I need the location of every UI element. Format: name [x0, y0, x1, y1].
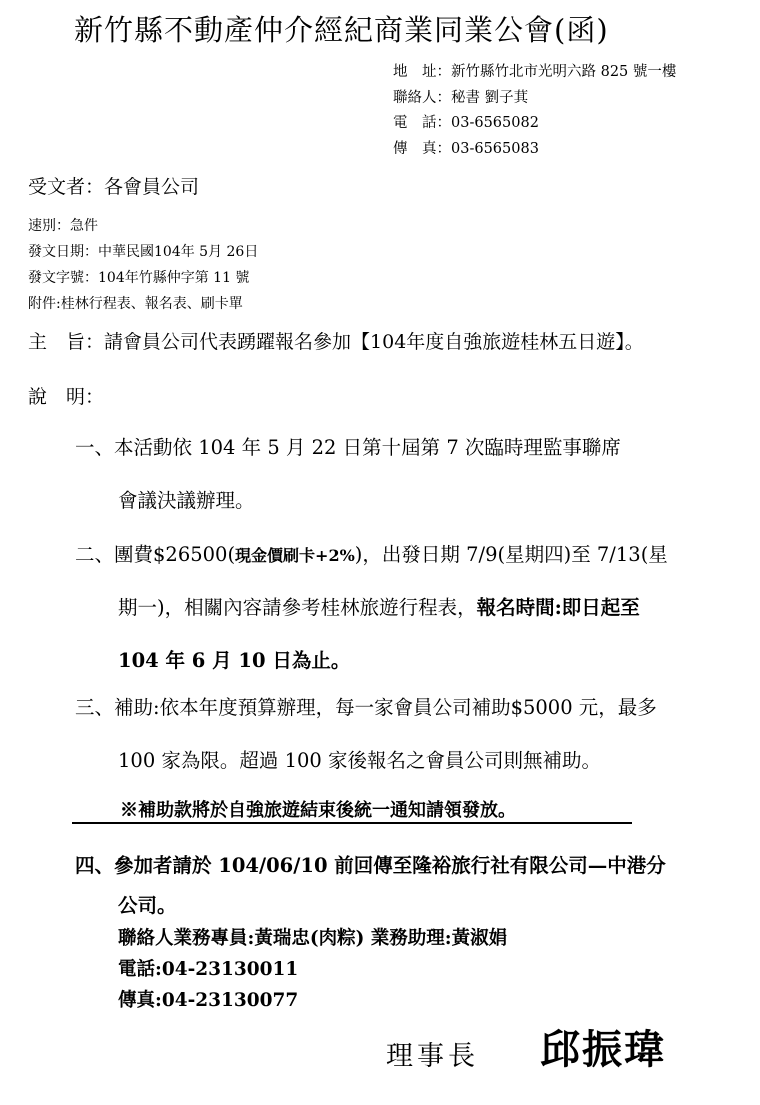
itinerary-text: 期一)，相關內容請參考桂林旅遊行程表，: [118, 596, 477, 619]
subject: [28, 327, 644, 354]
subject-text: 請會員公司代表踴躍報名參加【104年度自強旅遊桂林五日遊】。: [104, 331, 644, 353]
recipient: 受文者：各會員公司: [28, 176, 200, 198]
agency-fax: 傳真:04-23130077: [118, 990, 299, 1011]
item-4-line-2: 公司。: [118, 894, 177, 917]
item-1-line-2: 會議決議辦理。: [118, 489, 255, 512]
fee-note: 現金價刷卡+2%: [235, 546, 355, 565]
chairman-seal-name: 邱振瑋: [540, 1026, 666, 1073]
item-1-line-1: 一、本活動依 104 年 5 月 22 日第十屆第 7 次臨時理監事聯席: [75, 436, 621, 459]
registration-period: 報名時間:即日起至: [476, 596, 640, 619]
agency-phone: 電話:04-23130011: [118, 959, 299, 980]
explanation-label: 說 明：: [28, 386, 105, 408]
document-title: 新竹縣不動產仲介經紀商業同業公會(函): [74, 13, 609, 47]
chairman-title: 理事長: [386, 1041, 479, 1072]
item-3-line-2: 100 家為限。超過 100 家後報名之會員公司則無補助。: [118, 749, 602, 772]
notice-underline: [72, 822, 632, 824]
subsidy-notice: ※補助款將於自強旅遊結束後統一通知請領發放。: [120, 800, 516, 821]
org-address: 地 址：新竹縣竹北市光明六路 825 號一樓: [393, 64, 677, 80]
document-number: 發文字號：104年竹縣仲字第 11 號: [28, 270, 250, 286]
item-4-line-1: 四、參加者請於 104/06/10 前回傳至隆裕旅行社有限公司—中港分: [75, 854, 666, 877]
agency-staff: 聯絡人業務專員:黃瑞忠(肉粽) 業務助理:黃淑娟: [118, 928, 508, 949]
attachments: 附件:桂林行程表、報名表、刷卡單: [28, 296, 243, 312]
org-phone: 電 話：03-6565082: [393, 115, 539, 131]
issue-date: 發文日期：中華民國104年 5月 26日: [28, 244, 259, 260]
org-fax: 傳 真：03-6565083: [393, 141, 539, 157]
speed-class: 速別：急件: [28, 218, 98, 234]
item-2-line-2: [118, 592, 640, 620]
registration-deadline: 104 年 6 月 10 日為止。: [118, 649, 351, 672]
fee-text: 二、團費$26500(: [75, 543, 236, 566]
org-contact: 聯絡人：秘書 劉子萁: [393, 90, 529, 106]
item-3-line-1: 三、補助:依本年度預算辦理，每一家會員公司補助$5000 元，最多: [75, 696, 657, 719]
subject-label: 主 旨：: [28, 331, 105, 353]
departure-text: )，出發日期 7/9(星期四)至 7/13(星: [354, 543, 668, 566]
item-2-line-1: [75, 539, 668, 567]
